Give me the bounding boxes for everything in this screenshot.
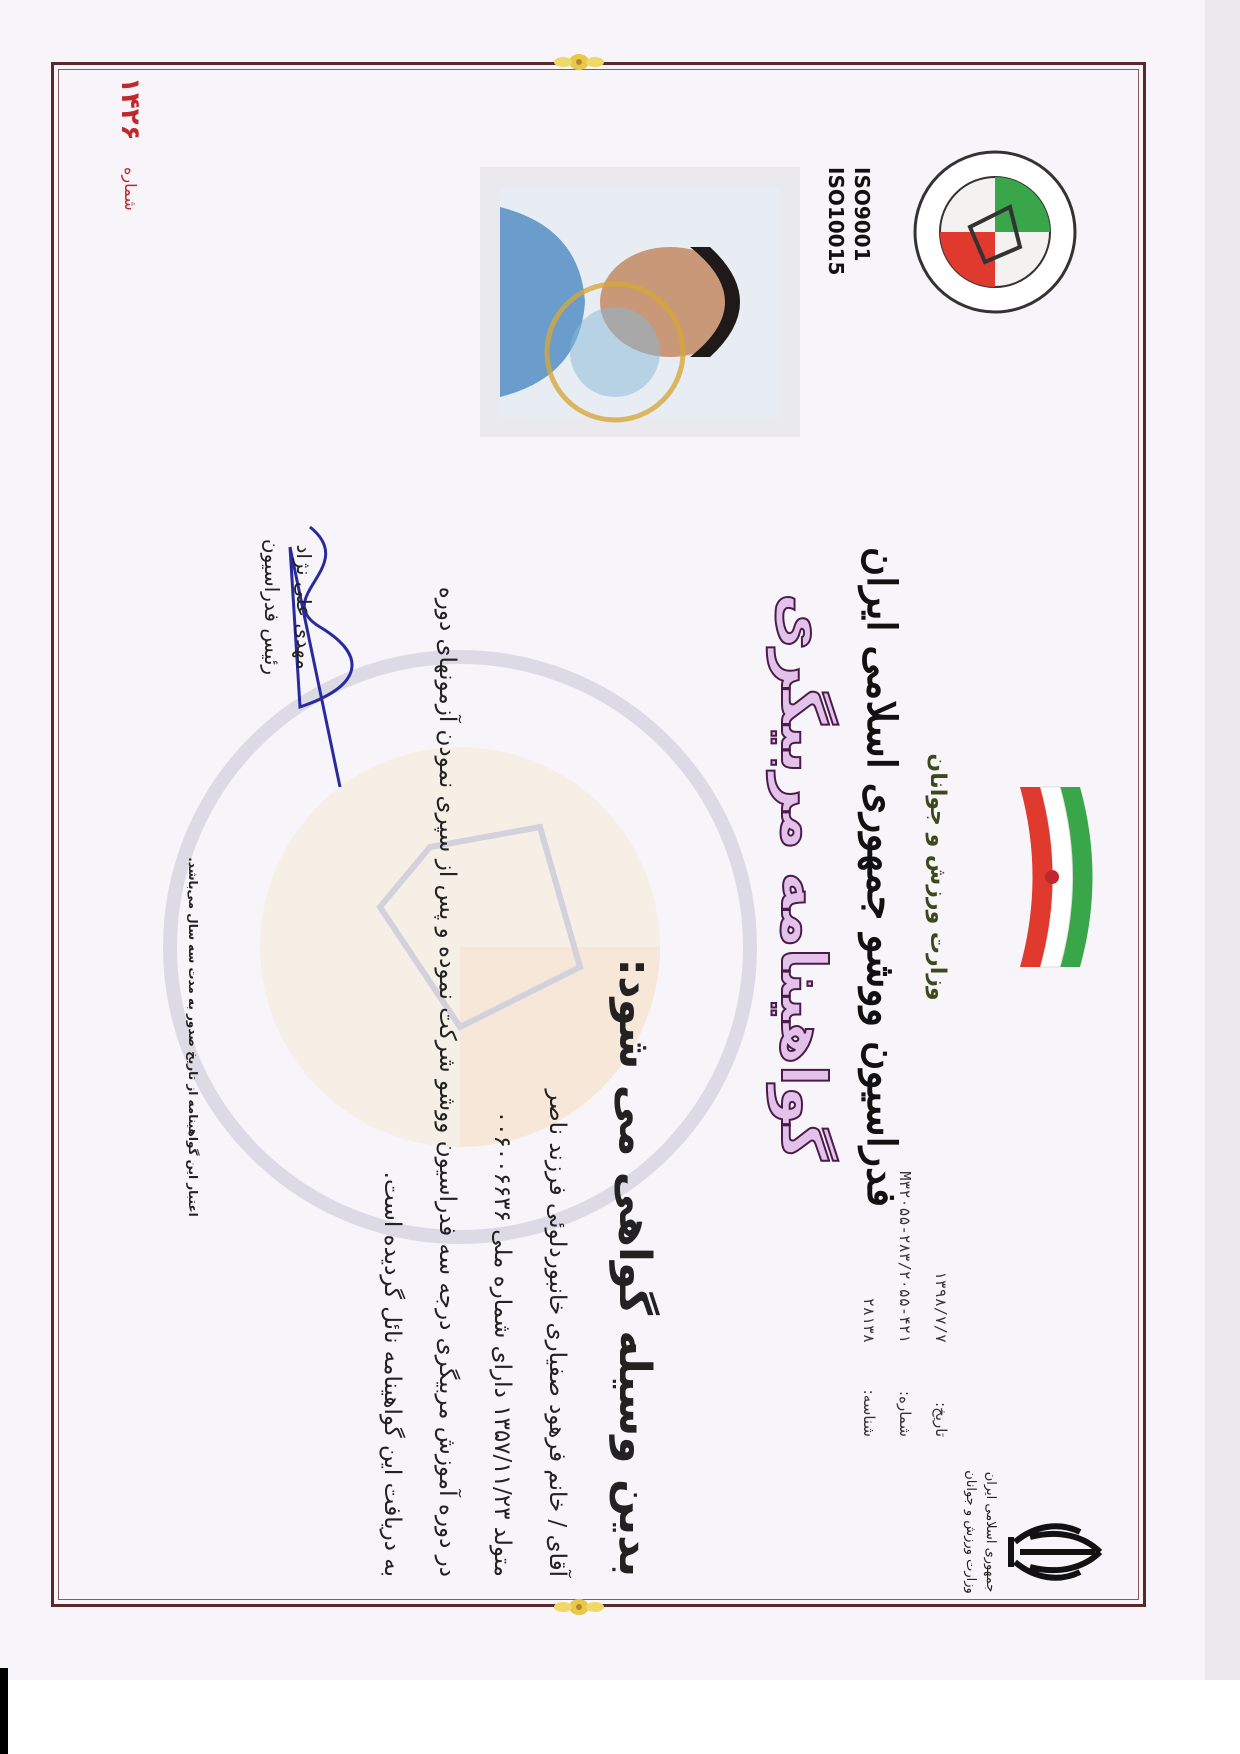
iso-labels [823, 167, 875, 275]
signer-role: رئیس فدراسیون [260, 538, 284, 676]
emblem-caption: جمهوری اسلامی ایران وزارت ورزش و جوانان [963, 1470, 998, 1594]
iso-9001: ISO9001 [850, 167, 874, 262]
ministry-name: وزارت ورزش و جوانان [925, 753, 950, 1001]
date-label: تاریخ: [932, 1402, 950, 1437]
number-label: شماره: [896, 1391, 914, 1437]
iran-emblem-icon [1000, 1507, 1110, 1597]
photo-seal-icon [540, 277, 690, 427]
number-value: M۳۲۰۵۵-۲۸۳/۲۰۵۵-۴۲۱ [896, 1171, 914, 1343]
ornament-top-icon [549, 47, 609, 77]
holder-name-line: آقای / خانم فرهود صفیاری خانبوردلوئی فرزند ناصر [544, 1089, 570, 1577]
scan-edge [1205, 0, 1240, 1680]
id-label: شناسه: [860, 1389, 878, 1437]
certification-intro: بدین وسیله گواهی می شود: [609, 958, 660, 1577]
award-line: به دریافت این گواهینامه نائل گردیده است. [379, 1171, 405, 1577]
scan-mark [0, 1668, 8, 1754]
signer-block [256, 507, 320, 707]
signer-name: مهدی علی نژاد [292, 544, 316, 670]
certificate-content [100, 77, 1140, 1627]
birth-id-line: متولد ۱۳۵۷/۱۱/۲۳ دارای شماره ملی ۰۰۶۰۰۶۶۳۶ [489, 1110, 515, 1577]
iso-10015: ISO10015 [824, 167, 848, 276]
certificate-title: گواهینامه مربیگری [767, 593, 840, 1161]
serial-number: ۱۴۲۶ [115, 77, 145, 141]
bottom-strip [0, 1680, 1240, 1754]
federation-name: فدراسیون ووشو جمهوری اسلامی ایران [858, 546, 905, 1208]
course-line: در دوره آموزش مربیگری درجه سه فدراسیون ووشو شرکت نموده و پس از سپری نمودن آزمونهای دوره [434, 586, 460, 1577]
id-value: ۲۸۱۳۸ [860, 1297, 878, 1343]
iran-flag-icon [1000, 777, 1110, 977]
validity-note: اعتبار این گواهینامه از تاریخ صدور به مدت سه سال می‌باشد. [186, 857, 200, 1217]
date-value: ۱۳۹۸/۷/۷ [932, 1270, 950, 1343]
wushu-federation-logo-icon [910, 147, 1080, 317]
serial-label: شماره [121, 167, 140, 211]
